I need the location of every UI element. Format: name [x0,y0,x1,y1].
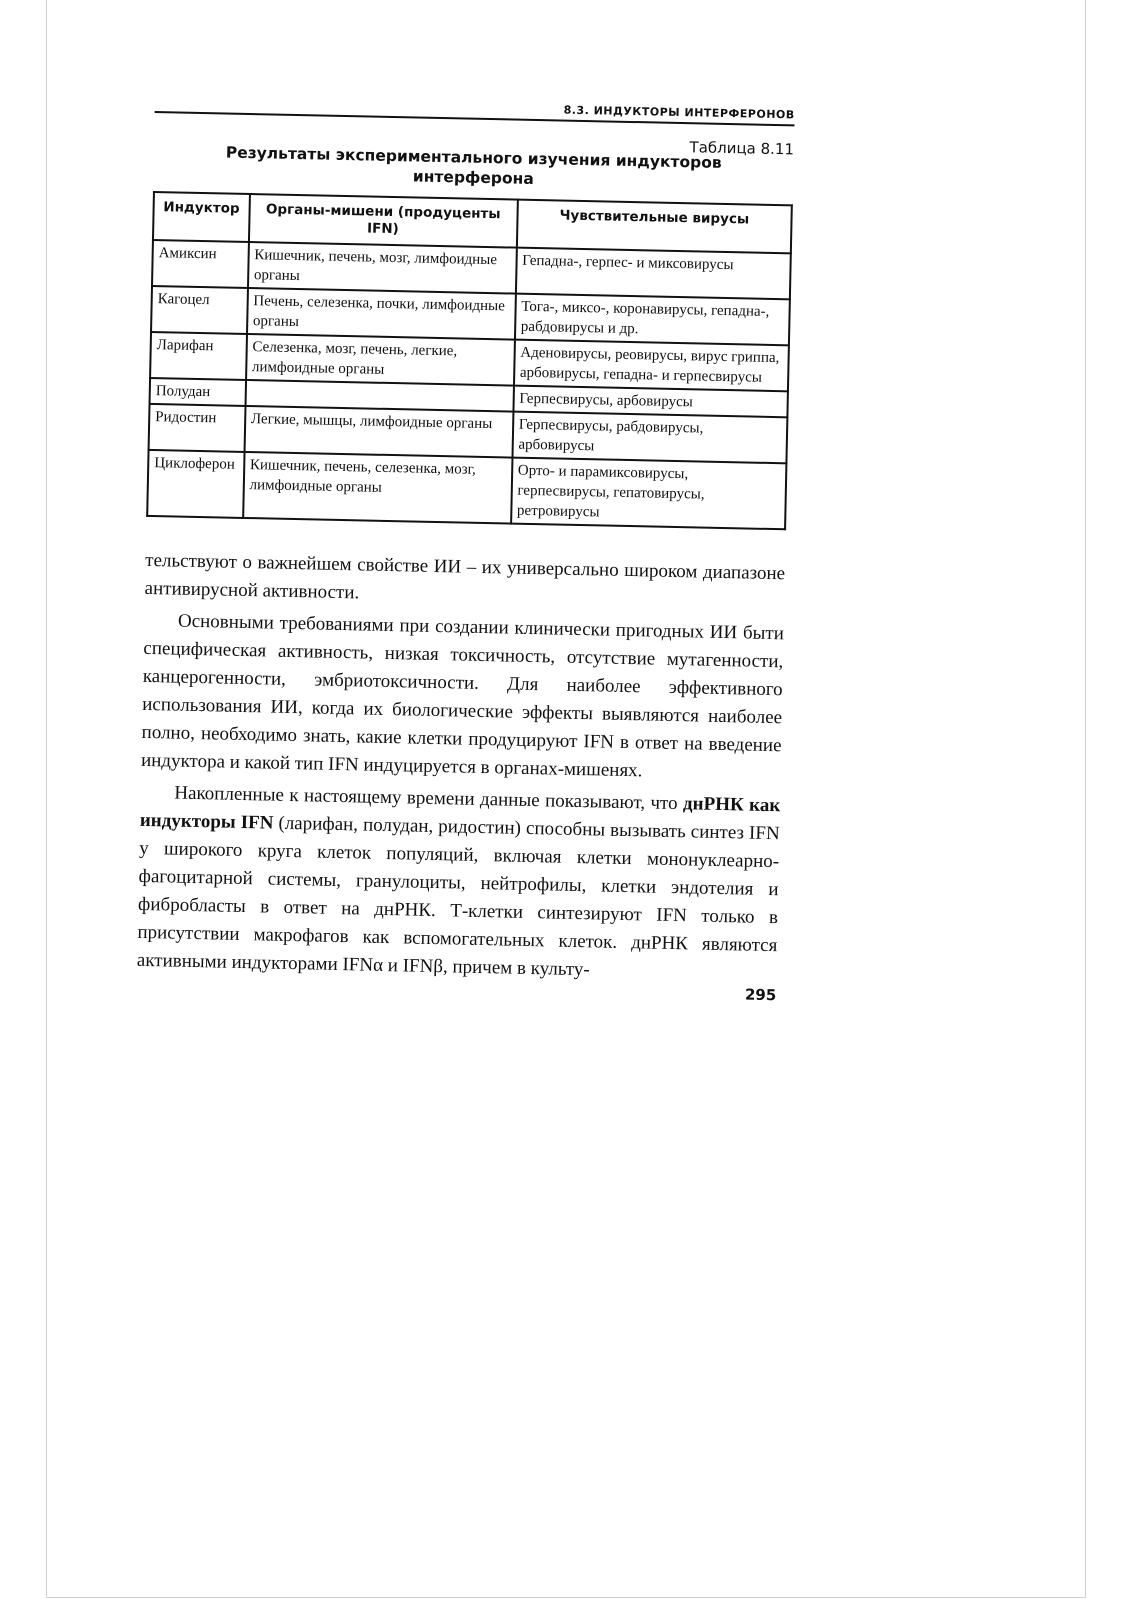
cell-sensitive-viruses: Гепадна-, герпес- и миксовирусы [516,248,791,300]
cell-target-organs: Кишечник, печень, селезенка, мозг, лимфоидные органы [243,452,512,524]
cell-inductor: Ларифан [150,332,247,380]
running-head: 8.3. ИНДУКТОРЫ ИНТЕРФЕРОНОВ [155,95,795,126]
cell-inductor: Полудан [150,378,246,406]
cell-inductor: Амиксин [152,240,249,288]
column-header-sensitive-viruses: Чувствительные вирусы [517,200,792,254]
cell-target-organs: Легкие, мышцы, лимфоидные органы [244,406,513,458]
cell-sensitive-viruses: Аденовирусы, реовирусы, вирус гриппа, арбовирусы, гепадна- и герпесвирусы [514,340,789,392]
cell-inductor: Кагоцел [151,286,248,334]
cell-sensitive-viruses: Герпесвирусы, арбовирусы [513,386,788,418]
table-row [147,450,786,529]
table-number: Таблица 8.11 [689,138,795,159]
paragraph-text: (ларифан, полудан, ридостин) способны вызывать синтез IFN у широкого круга клеток популяций, включая клетки мононуклеарно-фагоцитарной системы, гранулоциты, нейтрофилы, клетки эндотелия и фибробласты в ответ на днРНК. Т-клетки синтезируют IFN только в присутствии макрофагов как вспомогательных клеток. днРНК являются активными индукторами IFNα и IFNβ, причем в культу- [136,812,780,981]
cell-target-organs: Селезенка, мозг, печень, легкие, лимфоидные органы [246,334,515,386]
cell-inductor: Циклоферон [147,450,244,518]
page-content [136,95,795,1004]
results-table [146,191,793,530]
paragraph-dsrna-inducers [137,779,781,988]
column-header-target-organs: Органы-мишени (продуценты IFN) [249,194,518,248]
cell-sensitive-viruses: Орто- и парамиксовирусы, герпесвирусы, гепатовирусы, ретровирусы [511,458,787,530]
cell-target-organs: Кишечник, печень, мозг, лимфоидные органы [248,242,517,294]
cell-target-organs: Печень, селезенка, почки, лимфоидные органы [247,288,516,340]
cell-inductor: Ридостин [149,404,246,452]
column-header-inductor: Индуктор [153,192,250,242]
body-text [137,547,786,988]
cell-sensitive-viruses: Тога-, миксо-, коронавирусы, гепадна-, рабдовирусы и др. [515,294,790,346]
paragraph-continuation: тельствуют о важнейшем свойстве ИИ – их универсально широком диапазоне антивирусной активности. [144,549,786,604]
paragraph-requirements: Основными требованиями при создании клинически пригодных ИИ быти специфическая активность, низкая токсичность, отсутствие мутагенности, канцерогенности, эмбриотоксичности. Для наиболее эффективного использования ИИ, когда их биологические эффекты выявляются наиболее полно, необходимо знать, какие клетки продуцируют IFN в ответ на введение индуктора и какой тип IFN индуцируется в органах-мишенях. [140,610,785,782]
bold-term: днРНК как индукторы IFN [139,793,781,834]
table-caption: Результаты экспериментального изучения индукторов интерферона [225,143,722,188]
paragraph-text: Накопленные к настоящему времени данные показывают, что [174,782,684,815]
page-number: 295 [744,985,777,1005]
cell-sensitive-viruses: Герпесвирусы, рабдовирусы, арбовирусы [512,412,787,464]
